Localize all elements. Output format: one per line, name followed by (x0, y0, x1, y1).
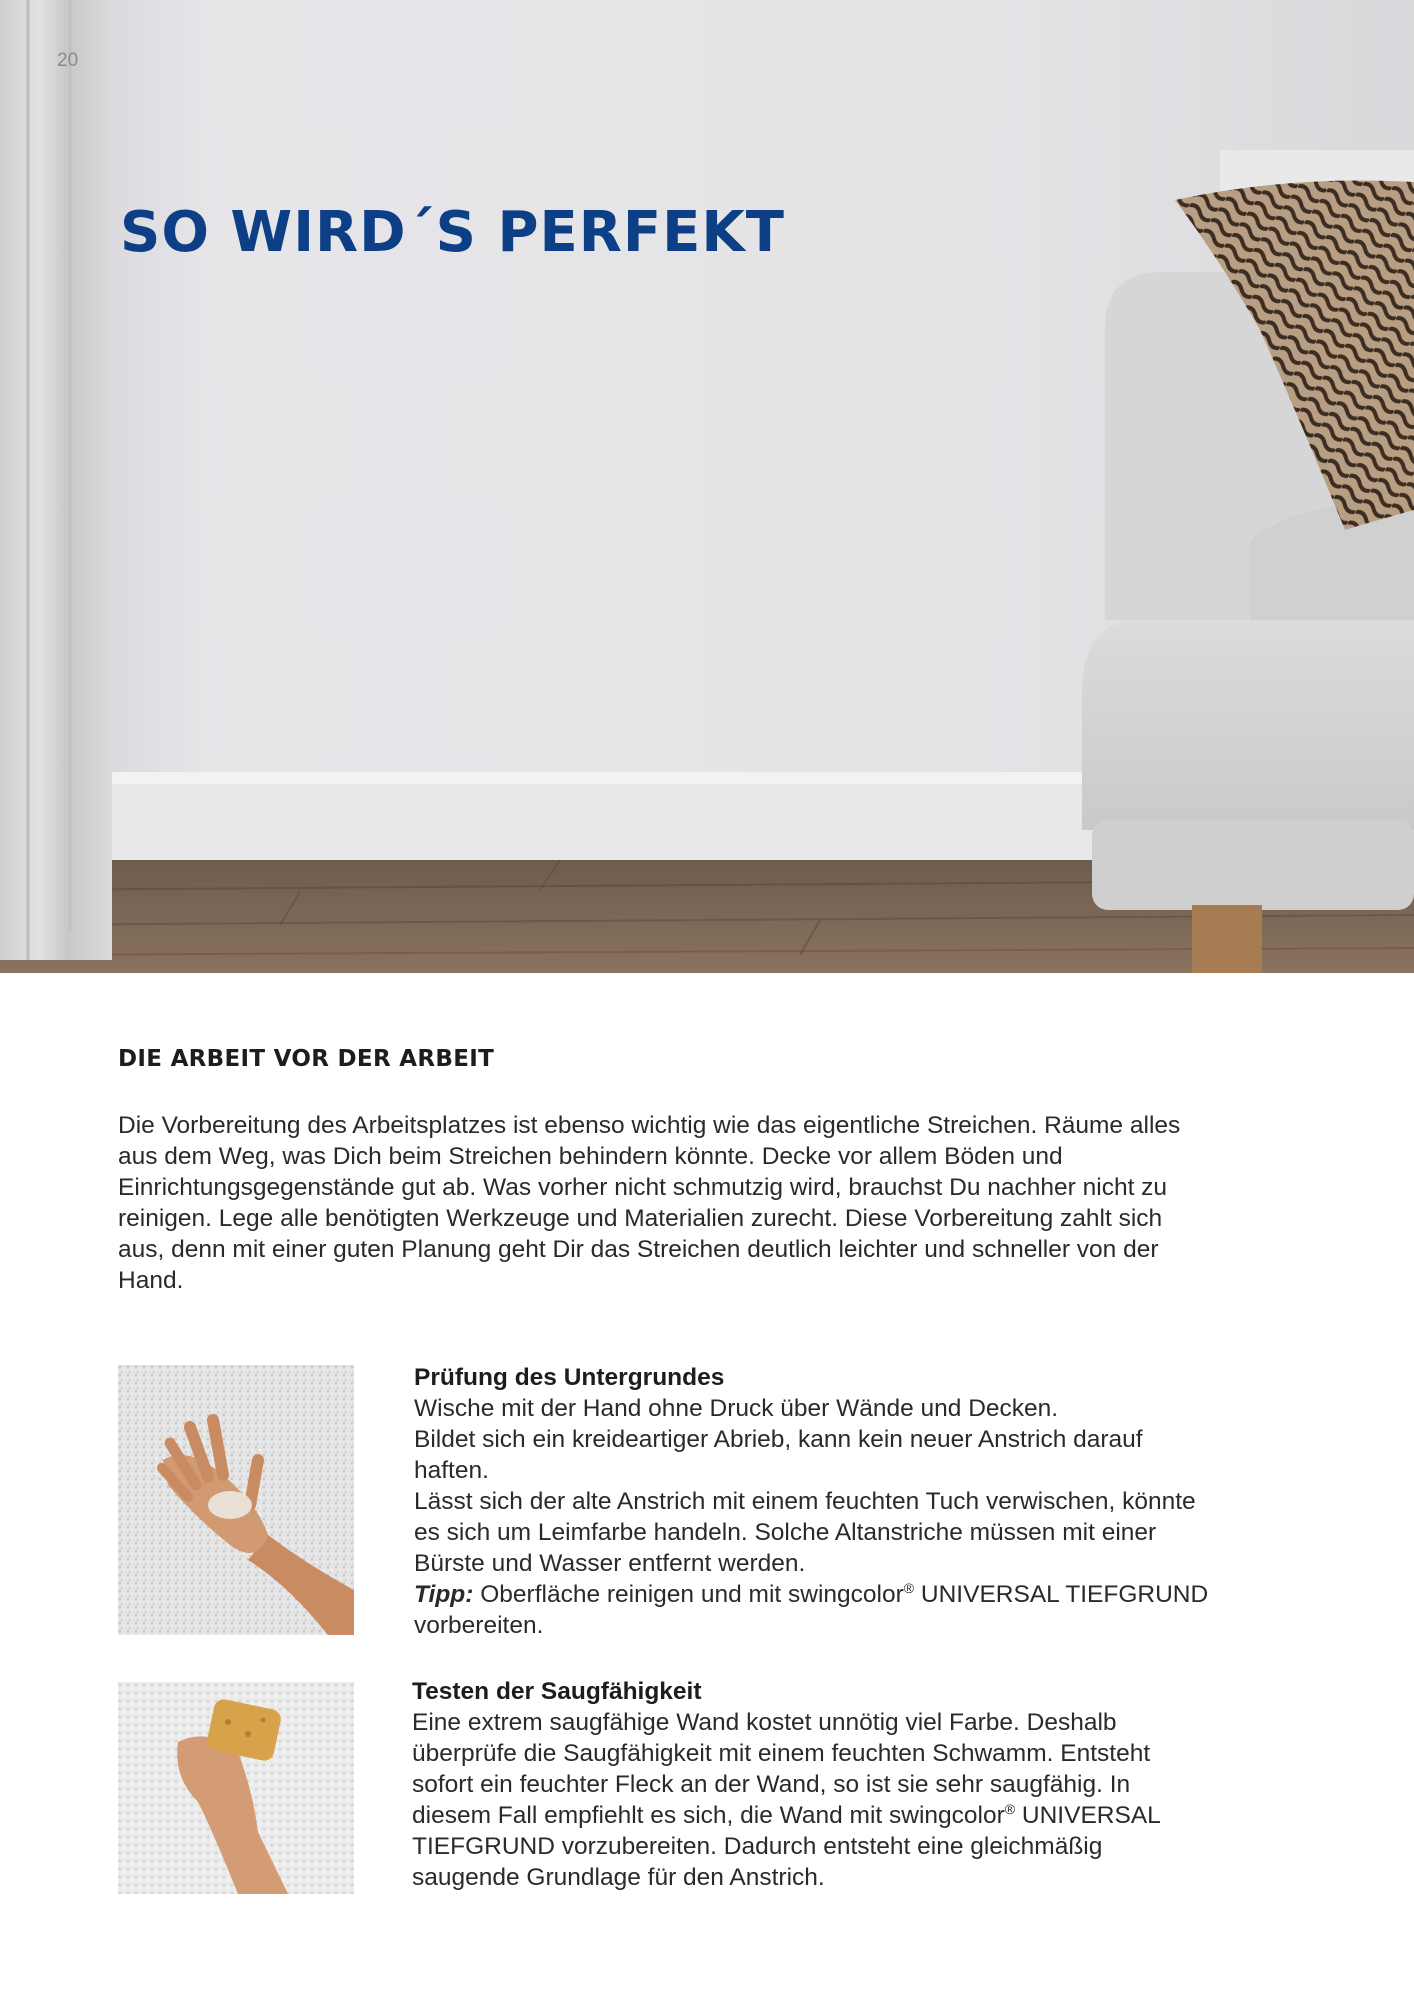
block-heading: Testen der Saugfähigkeit (412, 1678, 702, 1705)
block-absorbency-test (412, 1676, 1212, 1893)
block-paragraph (412, 1707, 1212, 1893)
hand-on-wall-photo (118, 1365, 354, 1635)
block-substrate-check (414, 1362, 1214, 1641)
tip-line (414, 1579, 1214, 1641)
registered-mark: ® (903, 1579, 915, 1596)
page-number: 20 (57, 50, 79, 71)
block-line: Lässt sich der alte Anstrich mit einem feuchten Tuch verwischen, könnte es sich um Leimfarbe handeln. Solche Altanstriche müssen mit einer Bürste und Wasser entfernt werden. (414, 1488, 1196, 1577)
living-room-scene (0, 0, 1414, 973)
intro-paragraph: Die Vorbereitung des Arbeitsplatzes ist ebenso wichtig wie das eigentliche Streichen. Räume alles aus dem Weg, was Dich beim Streichen behindern könnte. Decke vor allem Böden und Einrichtungsgegenstände gut ab. Was vorher nicht schmutzig wird, brauchst Du nachher nicht zu reinigen. Lege alle benötigten Werkzeuge und Materialien zurecht. Diese Vorbereitung zahlt sich aus, denn mit einer guten Planung geht Dir das Streichen deutlich leichter und schneller von der Hand. (118, 1112, 1181, 1294)
sponge-on-wall-photo (118, 1682, 354, 1894)
tip-text: UNIVERSAL TIEFGRUND vorbereiten. (414, 1581, 1209, 1639)
block-line: Wische mit der Hand ohne Druck über Wände und Decken. (414, 1395, 1059, 1422)
registered-mark: ® (1004, 1800, 1016, 1817)
tip-text: Oberfläche reinigen und mit swingcolor (480, 1581, 904, 1608)
tip-label: Tipp: (414, 1581, 474, 1608)
block-line: Bildet sich ein kreideartiger Abrieb, kann kein neuer Anstrich darauf haften. (414, 1426, 1143, 1484)
block-text-part: UNIVERSAL TIEFGRUND vorzubereiten. Dadurch entsteht eine gleichmäßig saugende Grundlage für den Anstrich. (412, 1802, 1160, 1891)
block-text-part: Eine extrem saugfähige Wand kostet unnötig viel Farbe. Deshalb überprüfe die Saugfähigkeit mit einem feuchten Schwamm. Entsteht sofort ein feuchter Fleck an der Wand, so ist sie sehr saugfähig. In diesem Fall empfiehlt es sich, die Wand mit swingcolor (412, 1709, 1151, 1829)
section-heading: DIE ARBEIT VOR DER ARBEIT (118, 1046, 495, 1072)
hero-photo (0, 0, 1414, 973)
block-heading: Prüfung des Untergrundes (414, 1364, 725, 1391)
page-title: SO WIRD´S PERFEKT (120, 200, 785, 265)
